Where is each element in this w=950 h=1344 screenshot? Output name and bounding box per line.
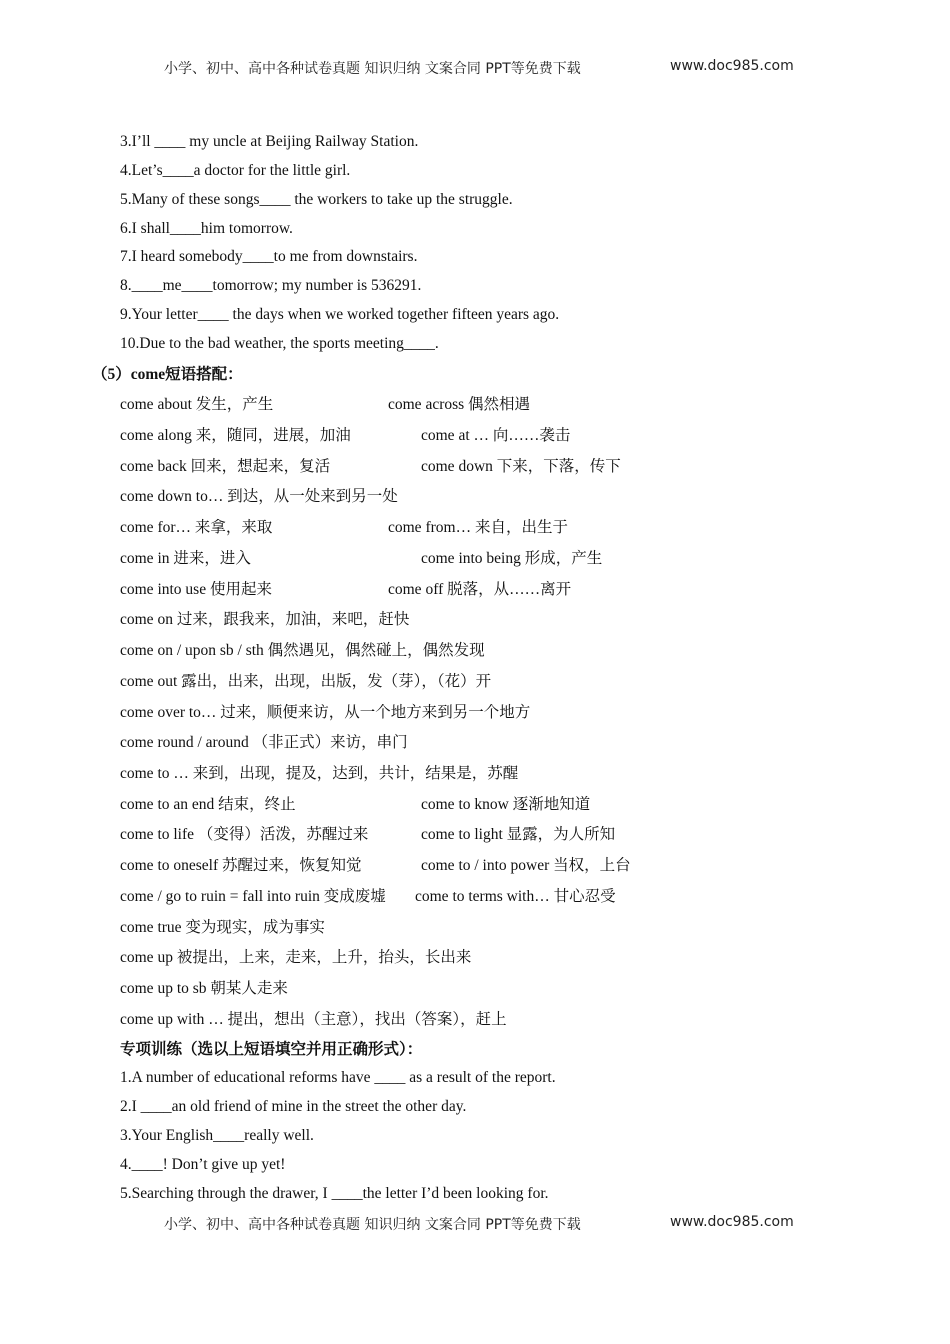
exercise-b-item-1: 1.A number of educational reforms have ____ as a result of the report. [120,1069,556,1086]
phrase-row [120,856,631,876]
phrase-left: come true 变为现实，成为事实 [120,919,325,936]
exercise-a-item-9: 9.Your letter____ the days when we worked together fifteen years ago. [120,306,560,323]
phrase-left: come about 发生，产生 [120,396,274,413]
phrase-left: come on 过来，跟我来，加油，来吧，赶快 [120,611,410,628]
phrase-left: come up 被提出，上来，走来，上升，抬头，长出来 [120,949,472,966]
phrase-left: come down to… 到达，从一处来到另一处 [120,488,398,505]
phrase-row [120,580,572,600]
exercise-a-item-7: 7.I heard somebody____to me from downstairs. [120,248,418,265]
phrase-left: come / go to ruin = fall into ruin 变成废墟 [120,888,386,905]
phrase-row [120,887,616,907]
phrase-row [120,764,518,784]
phrase-left: come to an end 结束，终止 [120,796,296,813]
phrase-left: come to oneself 苏醒过来，恢复知觉 [120,857,362,874]
footer-url-link[interactable]: www.doc985.com [670,1214,794,1230]
phrase-right: come across 偶然相遇 [388,396,531,413]
phrase-row [120,918,325,938]
phrase-left: come round / around （非正式）来访，串门 [120,734,408,751]
exercise-b-item-4: 4.____! Don’t give up yet! [120,1156,286,1173]
phrase-row [120,487,398,507]
phrase-right: come down 下来，下落，传下 [421,458,621,475]
phrase-left: come up to sb 朝某人走来 [120,980,288,997]
phrase-right: come from… 来自，出生于 [388,519,568,536]
phrase-row [120,733,408,753]
phrase-left: come out 露出，出来，出现，出版，发（芽），（花）开 [120,673,492,690]
phrase-row [120,703,530,723]
phrase-row [120,641,485,661]
phrase-right: come to light 显露，为人所知 [421,826,616,843]
exercise-b-item-2: 2.I ____an old friend of mine in the street the other day. [120,1098,467,1115]
training-title: 专项训练（选以上短语填空并用正确形式）： [120,1041,423,1058]
exercise-b-item-5: 5.Searching through the drawer, I ____the letter I’d been looking for. [120,1185,549,1202]
phrase-left: come in 进来，进入 [120,550,251,567]
header-url-link[interactable]: www.doc985.com [670,58,794,74]
phrase-right: come off 脱落，从……离开 [388,581,572,598]
phrase-right: come to terms with… 甘心忍受 [415,888,616,905]
phrase-left: come over to… 过来，顺便来访，从一个地方来到另一个地方 [120,704,531,721]
phrase-row [120,457,621,477]
phrase-right: come at … 向……袭击 [421,427,571,444]
phrase-row [120,1010,507,1030]
phrase-row [120,948,471,968]
exercise-a-item-3: 3.I’ll ____ my uncle at Beijing Railway Station. [120,133,419,150]
phrase-row [120,426,571,446]
section-title: （5）come短语搭配： [92,366,243,383]
phrase-left: come for… 来拿，来取 [120,519,273,536]
phrase-left: come to … 来到，出现，提及，达到，共计，结果是，苏醒 [120,765,519,782]
phrase-row [120,672,491,692]
phrase-right: come to know 逐渐地知道 [421,796,591,813]
exercise-a-item-8: 8.____me____tomorrow; my number is 536291. [120,277,422,294]
phrase-row [120,825,616,845]
phrase-row [120,979,288,999]
phrase-row [120,610,409,630]
phrase-right: come to / into power 当权，上台 [421,857,631,874]
phrase-left: come to life （变得）活泼，苏醒过来 [120,826,369,843]
phrase-left: come on / upon sb / sth 偶然遇见，偶然碰上，偶然发现 [120,642,485,659]
phrase-row [120,395,531,415]
exercise-a-item-4: 4.Let’s____a doctor for the little girl. [120,162,351,179]
exercise-a-item-10: 10.Due to the bad weather, the sports meeting____. [120,335,439,352]
phrase-left: come back 回来，想起来，复活 [120,458,331,475]
phrase-right: come into being 形成，产生 [421,550,603,567]
phrase-row [120,518,568,538]
phrase-left: come into use 使用起来 [120,581,272,598]
exercise-a-item-6: 6.I shall____him tomorrow. [120,220,293,237]
phrase-row [120,795,591,815]
phrase-left: come along 来，随同，进展，加油 [120,427,351,444]
phrase-left: come up with … 提出，想出（主意），找出（答案），赶上 [120,1011,507,1028]
exercise-a-item-5: 5.Many of these songs____ the workers to take up the struggle. [120,191,513,208]
footer-text: 小学、初中、高中各种试卷真题 知识归纳 文案合同 PPT等免费下载 [164,1217,581,1233]
header-text: 小学、初中、高中各种试卷真题 知识归纳 文案合同 PPT等免费下载 [164,61,581,77]
exercise-b-item-3: 3.Your English____really well. [120,1127,314,1144]
phrase-row [120,549,603,569]
